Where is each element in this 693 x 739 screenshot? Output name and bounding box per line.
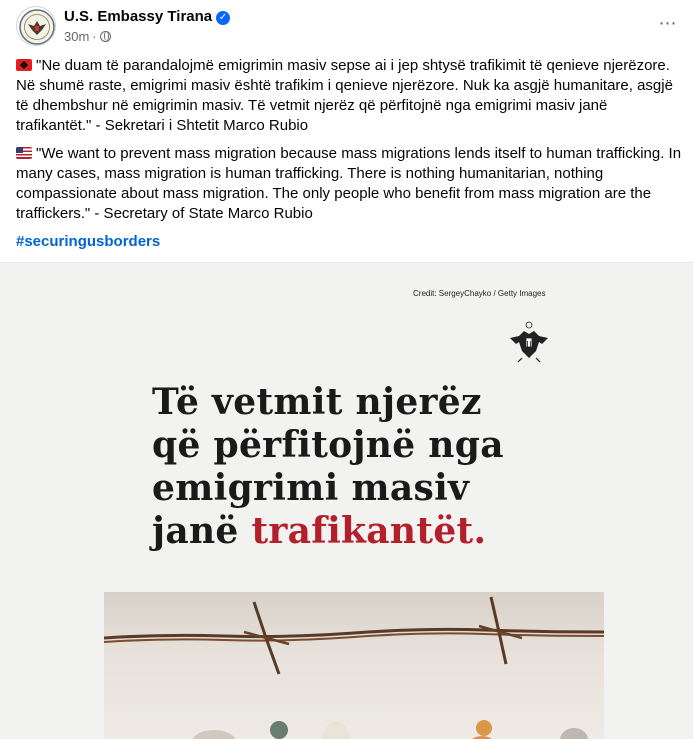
barbed-wire-photo (104, 592, 604, 739)
headline-last-prefix: janë (152, 510, 252, 552)
albania-flag-icon (16, 59, 32, 71)
albanian-paragraph (16, 56, 684, 136)
post-header (0, 0, 693, 50)
english-text: "We want to prevent mass migration because mass migrations lends itself to human trafficking. In many cases, mass migration is human trafficking. There is nothing humanitarian, nothing compassionate about mass migration. The only people who benefit from mass migration are the traffickers." - Secretary of State Marco Rubio (16, 145, 682, 222)
hashtag-link[interactable]: #securingusborders (16, 233, 161, 250)
embassy-seal-icon (17, 7, 56, 46)
author-label[interactable]: U.S. Embassy Tirana (64, 8, 213, 25)
albanian-text: "Ne duam të parandalojmë emigrimin masiv sepse ai i jep shtysë trafikimit të qenieve njerëzore. Në shumë raste, emigrimi masiv është trafikim i qenieve njerëzore. Nuk ka asgjë humanitare, asgjë të dhembshur në emigrimin masiv. Të vetmit njerëz që përfitojnë nga emigrimi masiv janë trafikantët." - Sekretari i Shtetit Marco Rubio (16, 57, 673, 134)
barbed-wire-illustration (104, 592, 604, 739)
meta-separator: · (92, 29, 97, 44)
headline-highlight: trafikantët. (251, 510, 487, 552)
image-credit: Credit: SergeyChayko / Getty Images (413, 289, 546, 298)
headline-line-4 (152, 510, 504, 553)
image-headline (152, 381, 504, 553)
headline-line-3: emigrimi masiv (152, 467, 470, 509)
post-image[interactable] (0, 262, 693, 739)
author-name[interactable] (64, 8, 230, 26)
headline-line-1: Të vetmit njerëz (152, 381, 482, 423)
english-paragraph (16, 144, 684, 224)
post-body (16, 56, 684, 252)
avatar[interactable] (16, 6, 56, 46)
eagle-seal-icon (505, 318, 553, 366)
more-options-icon[interactable]: ⋯ (658, 13, 678, 33)
headline-line-2: që përfitojnë nga (152, 424, 504, 466)
verified-badge-icon: ✓ (216, 11, 230, 25)
usa-flag-icon (16, 147, 32, 159)
post-timestamp[interactable]: 30m (64, 29, 90, 44)
globe-icon[interactable] (100, 31, 111, 42)
post-meta (64, 29, 111, 45)
